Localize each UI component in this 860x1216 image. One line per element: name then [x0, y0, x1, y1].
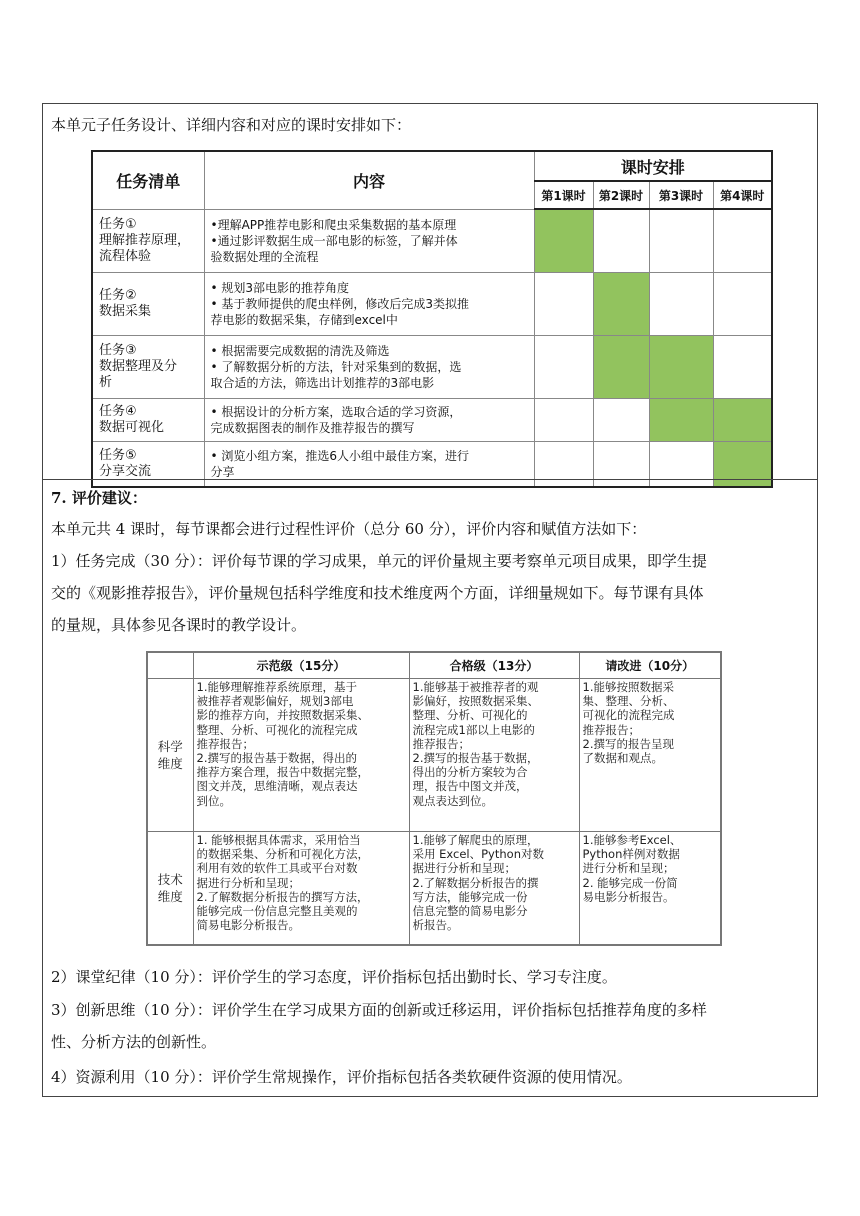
- rubric-criteria: [193, 679, 409, 832]
- section-title: 7. 评价建议：: [51, 489, 147, 507]
- intro-text: 本单元子任务设计、详细内容和对应的课时安排如下：: [51, 116, 412, 134]
- task-name-line: 流程体验: [99, 248, 152, 264]
- rubric-criteria-line: 推荐方案合理，报告中数据完整，: [196, 765, 369, 780]
- section-divider: [43, 479, 817, 480]
- task-name-line: 数据采集: [99, 303, 152, 319]
- rubric-criteria-line: 进行分析和呈现；: [582, 861, 675, 876]
- rubric-criteria: [409, 679, 579, 832]
- rubric-criteria-line: 推荐报告；: [582, 722, 640, 737]
- task-content-line: 完成数据图表的制作及推荐报告的撰写: [210, 420, 415, 435]
- task-content-line: •理解APP推荐电影和爬虫采集数据的基本原理: [210, 217, 457, 232]
- rubric-criteria: [193, 832, 409, 946]
- rubric-criteria-line: 的数据采集、分析和可视化方法，: [196, 847, 369, 862]
- rubric-criteria-line: 据进行分析和呈现；: [196, 875, 300, 890]
- task-content: [204, 398, 534, 441]
- paragraph: 3）创新思维（10 分）：评价学生在学习成果方面的创新或迁移运用，评价指标包括推荐角度的多样: [51, 1001, 707, 1019]
- task-name-line: 数据整理及分: [99, 358, 178, 374]
- evaluation-rubric-table: [146, 651, 722, 946]
- rubric-criteria-line: 2.撰写的报告呈现: [582, 736, 674, 751]
- lesson-cell: [534, 335, 593, 398]
- header-lesson: 第2课时: [593, 181, 649, 209]
- task-content-line: • 根据需要完成数据的清洗及筛选: [210, 343, 390, 358]
- header-content: 内容: [204, 151, 534, 209]
- task-content-line: • 根据设计的分析方案，选取合适的学习资源，: [210, 404, 462, 419]
- header-task: 任务清单: [92, 151, 204, 209]
- document-frame: [42, 103, 818, 1097]
- rubric-criteria-line: 2.了解数据分析报告的撰: [412, 875, 539, 890]
- lesson-cell: [593, 209, 649, 272]
- rubric-criteria-line: 观点表达到位。: [412, 793, 493, 808]
- lesson-cell: [713, 272, 772, 335]
- task-name: [92, 335, 204, 398]
- task-row: [92, 335, 772, 398]
- rubric-dimension-line: 技术: [157, 872, 183, 887]
- rubric-criteria-line: 推荐报告；: [412, 736, 470, 751]
- paragraph: 4）资源利用（10 分）：评价学生常规操作，评价指标包括各类软硬件资源的使用情况。: [51, 1068, 632, 1086]
- task-name: [92, 272, 204, 335]
- task-name: [92, 398, 204, 441]
- rubric-criteria-line: 集、整理、分析、: [582, 694, 675, 709]
- task-name-line: 任务①: [99, 216, 137, 232]
- rubric-dimension-line: 维度: [157, 756, 183, 771]
- rubric-criteria-line: 到位。: [196, 793, 231, 808]
- rubric-criteria-line: 1. 能够根据具体需求，采用恰当: [196, 833, 361, 847]
- lesson-cell: [593, 272, 649, 335]
- rubric-criteria-line: Python样例对数据: [582, 847, 680, 862]
- rubric-criteria-line: 1.能够按照数据采: [582, 680, 674, 694]
- rubric-criteria-line: 理，报告中图文并茂，: [412, 779, 528, 794]
- task-name-line: 数据可视化: [99, 419, 165, 435]
- rubric-header-improve: 请改进（10分）: [579, 652, 721, 679]
- rubric-criteria-line: 被推荐者观影偏好，规划3部电: [196, 694, 354, 709]
- rubric-criteria-line: 析报告。: [412, 918, 459, 933]
- rubric-criteria-line: 2.撰写的报告基于数据，: [412, 751, 539, 766]
- task-content-line: • 了解数据分析的方法，针对采集到的数据，选: [210, 359, 462, 374]
- header-lesson: 第1课时: [534, 181, 593, 209]
- lesson-cell: [534, 272, 593, 335]
- task-content-line: 验数据处理的全流程: [210, 249, 319, 264]
- rubric-dimension-line: 维度: [157, 889, 183, 904]
- task-content-line: •通过影评数据生成一部电影的标签，了解并体: [210, 233, 458, 248]
- paragraph: 交的《观影推荐报告》，评价量规包括科学维度和技术维度两个方面，详细量规如下。每节课有具体: [51, 584, 704, 602]
- task-content-line: 荐电影的数据采集，存储到excel中: [210, 312, 398, 327]
- rubric-row: [147, 832, 721, 946]
- rubric-criteria-line: 1.能够参考Excel、: [582, 833, 682, 847]
- rubric-criteria-line: 2. 能够完成一份简: [582, 875, 678, 890]
- rubric-dimension: [147, 679, 193, 832]
- rubric-criteria-line: 简易电影分析报告。: [196, 918, 300, 933]
- rubric-criteria-line: 2.撰写的报告基于数据，得出的: [196, 751, 357, 766]
- task-content-line: 分享: [210, 464, 235, 479]
- task-content: [204, 335, 534, 398]
- rubric-criteria-line: 得出的分析方案较为合: [412, 765, 528, 780]
- rubric-criteria-line: 能够完成一份信息完整且美观的: [196, 904, 358, 919]
- rubric-criteria-line: 整理、分析、可视化的流程完成: [196, 722, 358, 737]
- rubric-criteria-line: 可视化的流程完成: [582, 708, 675, 723]
- paragraph: 2）课堂纪律（10 分）：评价学生的学习态度，评价指标包括出勤时长、学习专注度。: [51, 968, 617, 986]
- lesson-cell: [649, 398, 713, 441]
- rubric-criteria-line: 1.能够基于被推荐者的观: [412, 680, 539, 694]
- rubric-criteria-line: 流程完成1部以上电影的: [412, 722, 535, 737]
- rubric-criteria-line: 利用有效的软件工具或平台对数: [196, 861, 358, 876]
- paragraph: 1）任务完成（30 分）：评价每节课的学习成果，单元的评价量规主要考察单元项目成果，即学生提: [51, 552, 707, 570]
- lesson-cell: [649, 209, 713, 272]
- task-name-line: 任务④: [99, 403, 137, 419]
- rubric-criteria-line: 推荐报告；: [196, 736, 254, 751]
- task-name-line: 理解推荐原理，: [99, 232, 191, 248]
- rubric-criteria-line: 1.能够理解推荐系统原理，基于: [196, 680, 357, 694]
- rubric-criteria-line: 写方法，能够完成一份: [412, 889, 528, 904]
- lesson-cell: [534, 398, 593, 441]
- task-row: [92, 209, 772, 272]
- task-name-line: 任务③: [99, 342, 137, 358]
- rubric-criteria-line: 2.了解数据分析报告的撰写方法，: [196, 889, 369, 904]
- rubric-header-qualified: 合格级（13分）: [409, 652, 579, 679]
- lesson-cell: [593, 398, 649, 441]
- rubric-criteria: [409, 832, 579, 946]
- rubric-dimension-line: 科学: [157, 739, 183, 754]
- rubric-criteria: [579, 679, 721, 832]
- rubric-dimension: [147, 832, 193, 946]
- rubric-criteria-line: 据进行分析和呈现；: [412, 861, 516, 876]
- task-name-line: 任务⑤: [99, 447, 137, 463]
- rubric-criteria: [579, 832, 721, 946]
- lesson-cell: [593, 335, 649, 398]
- rubric-criteria-line: 了数据和观点。: [582, 751, 663, 766]
- rubric-header-blank: [147, 652, 193, 679]
- rubric-criteria-line: 采用 Excel、Python对数: [412, 847, 544, 862]
- paragraph: 的量规，具体参见各课时的教学设计。: [51, 616, 307, 634]
- rubric-criteria-line: 影的推荐方向，并按照数据采集、: [196, 708, 369, 723]
- task-row: [92, 272, 772, 335]
- rubric-row: [147, 679, 721, 832]
- rubric-header-exemplary: 示范级（15分）: [193, 652, 409, 679]
- lesson-cell: [534, 209, 593, 272]
- header-lesson: 第4课时: [713, 181, 772, 209]
- task-content-line: 取合适的方法，筛选出计划推荐的3部电影: [210, 375, 435, 390]
- paragraph: 性、分析方法的创新性。: [51, 1033, 217, 1051]
- lesson-cell: [649, 335, 713, 398]
- task-row: [92, 398, 772, 441]
- lesson-cell: [713, 398, 772, 441]
- rubric-criteria-line: 影偏好，按照数据采集、: [412, 694, 539, 709]
- paragraph: 本单元共 4 课时，每节课都会进行过程性评价（总分 60 分），评价内容和赋值方法如下：: [51, 520, 647, 538]
- rubric-criteria-line: 图文并茂，思维清晰，观点表达: [196, 779, 358, 794]
- header-schedule: 课时安排: [534, 151, 772, 181]
- rubric-criteria-line: 1.能够了解爬虫的原理，: [412, 833, 539, 847]
- lesson-cell: [713, 209, 772, 272]
- task-schedule-table: [91, 150, 773, 488]
- rubric-criteria-line: 整理、分析、可视化的: [412, 708, 528, 723]
- task-name: [92, 209, 204, 272]
- header-lesson: 第3课时: [649, 181, 713, 209]
- rubric-criteria-line: 信息完整的简易电影分: [412, 904, 528, 919]
- task-name-line: 分享交流: [99, 463, 152, 479]
- lesson-cell: [713, 335, 772, 398]
- task-name-line: 任务②: [99, 287, 137, 303]
- task-content-line: • 基于教师提供的爬虫样例，修改后完成3类拟推: [210, 296, 470, 311]
- task-content: [204, 272, 534, 335]
- rubric-criteria-line: 易电影分析报告。: [582, 889, 675, 904]
- task-name-line: 析: [99, 374, 113, 390]
- task-content: [204, 209, 534, 272]
- task-content-line: • 规划3部电影的推荐角度: [210, 280, 350, 295]
- lesson-cell: [649, 272, 713, 335]
- task-content-line: • 浏览小组方案，推选6人小组中最佳方案，进行: [210, 448, 470, 463]
